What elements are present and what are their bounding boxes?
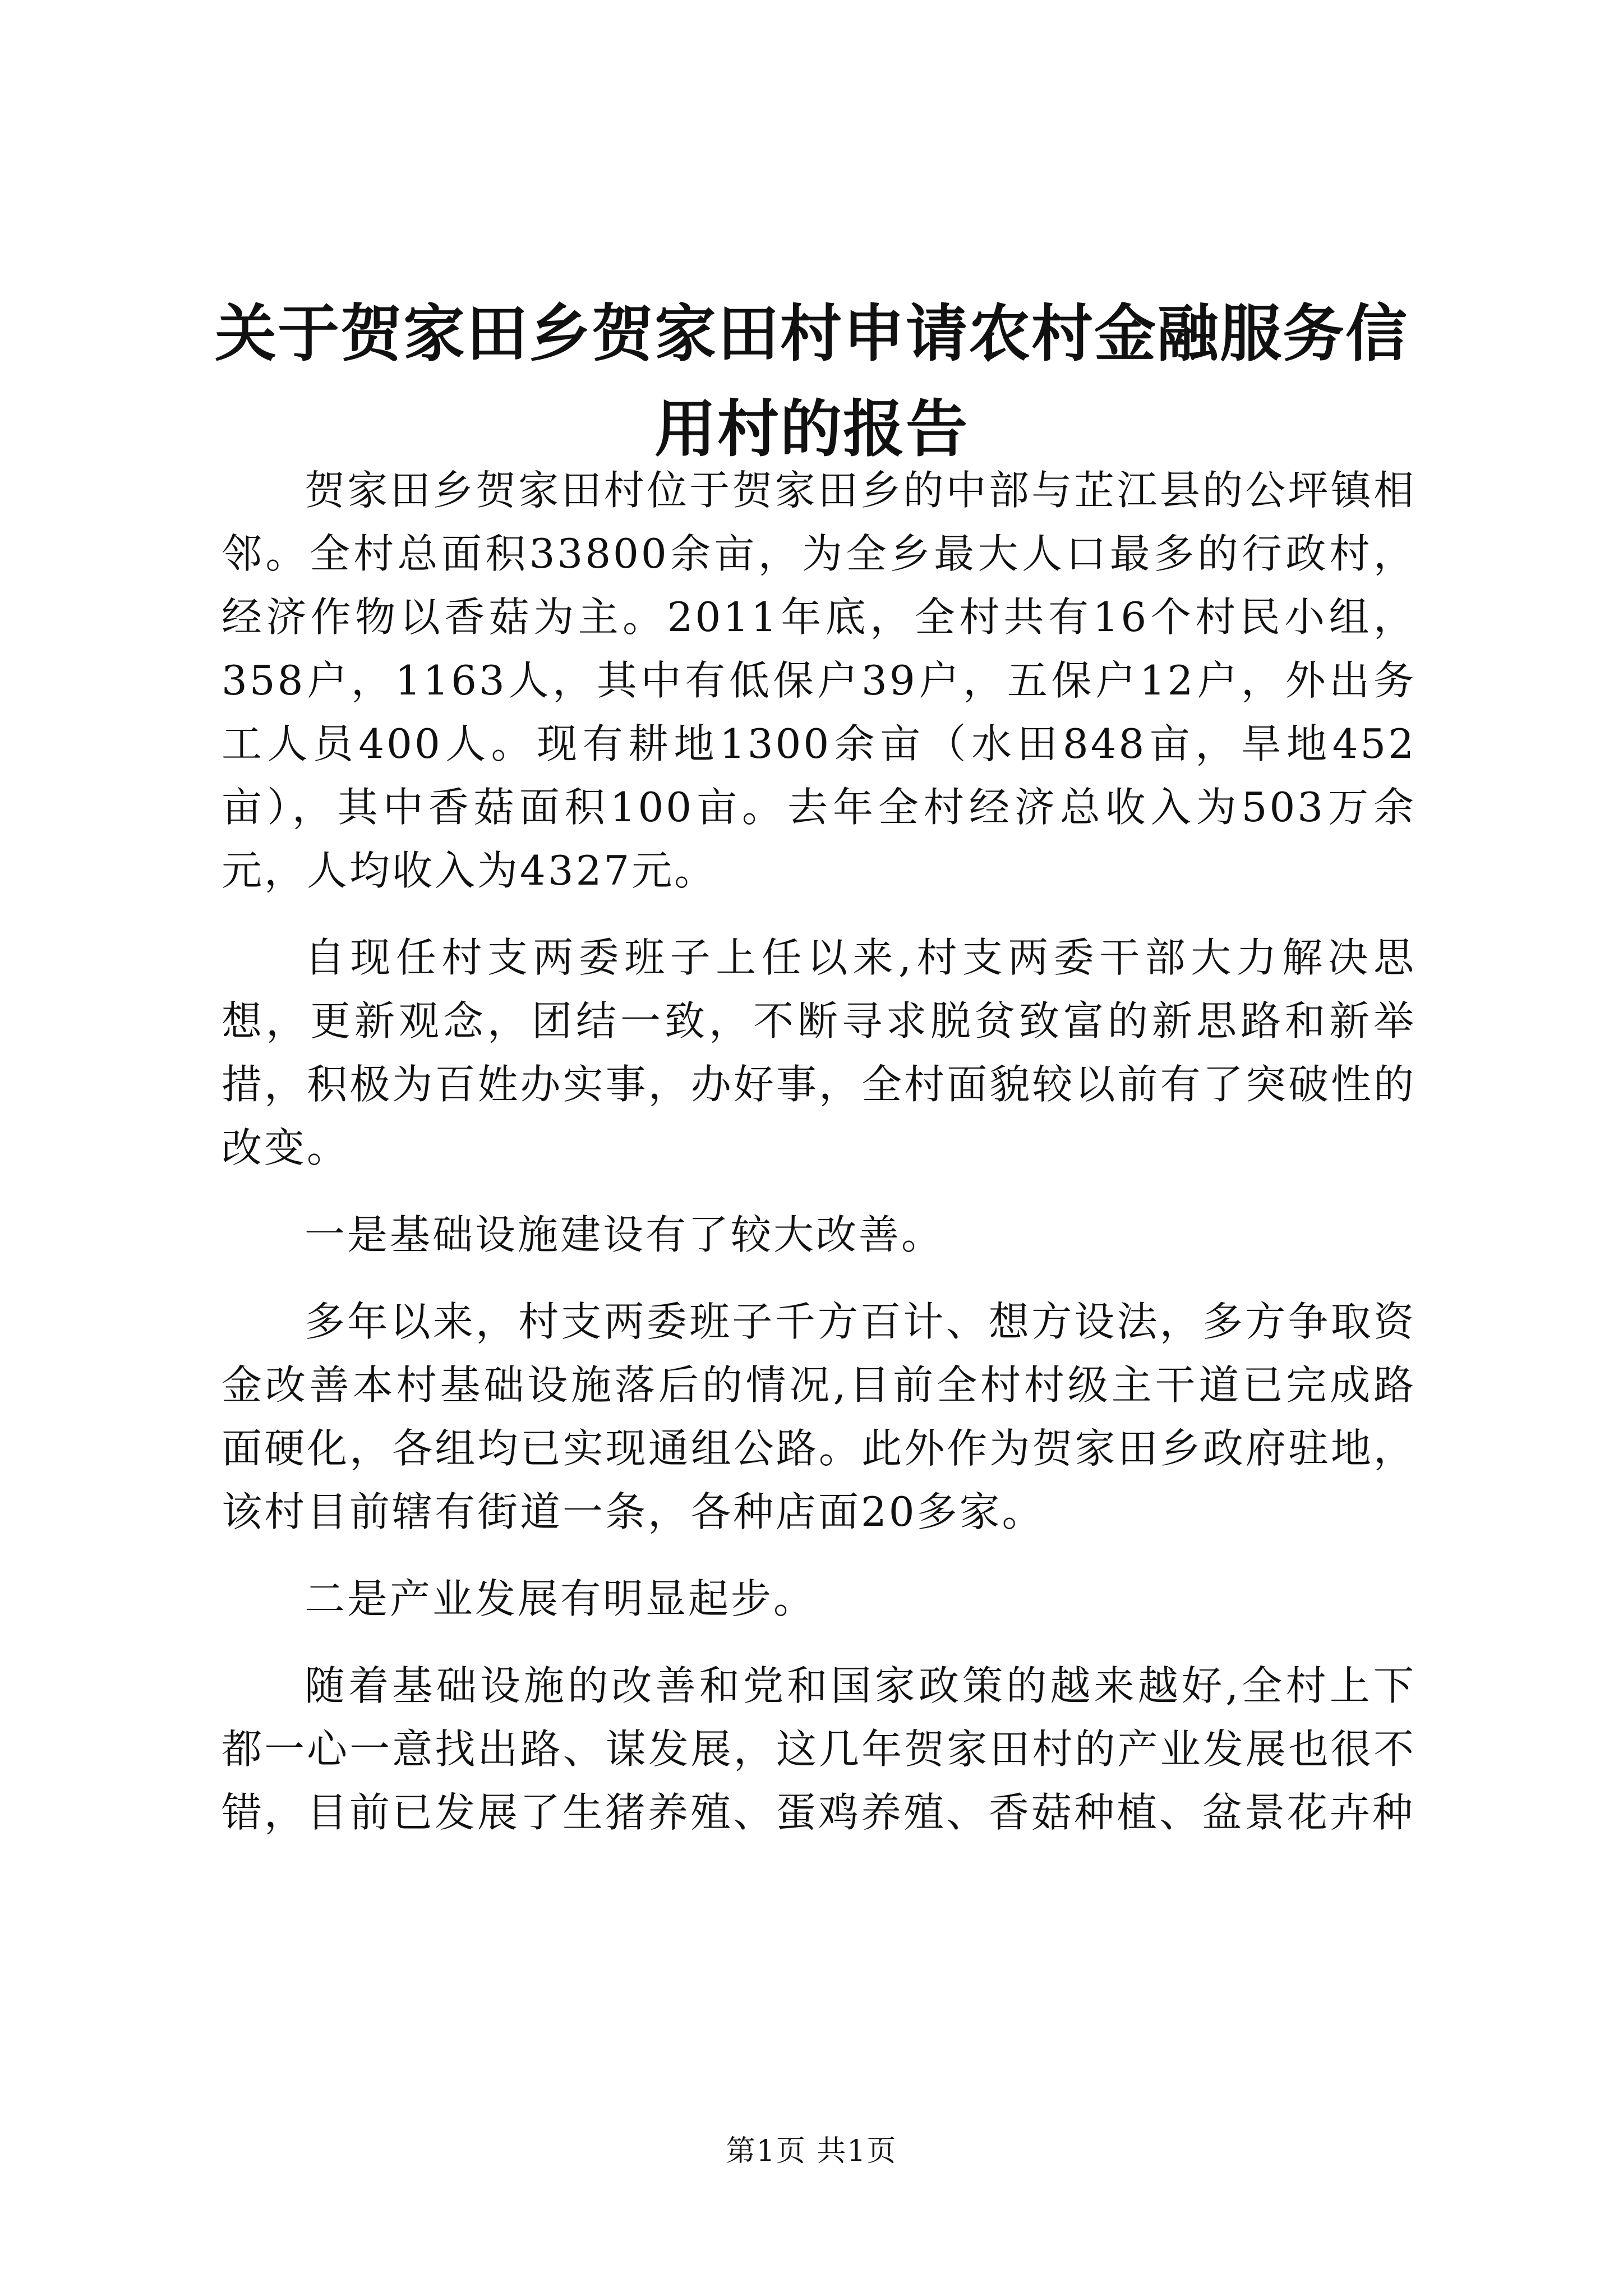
- paragraph: 随着基础设施的改善和党和国家政策的越来越好,全村上下都一心一意找出路、谋发展，这几年贺家田村的产业发展也很不错，目前已发展了生猪养殖、蛋鸡养殖、香菇种植、盆景花卉种: [222, 1662, 1416, 1836]
- section-heading: 二是产业发展有明显起步。: [305, 1575, 817, 1622]
- document-body: [222, 459, 1416, 1844]
- section-heading: 一是基础设施建设有了较大改善。: [305, 1211, 944, 1258]
- paragraph: 多年以来，村支两委班子千方百计、想方设法，多方争取资金改善本村基础设施落后的情况,目前全村村级主干道已完成路面硬化，各组均已实现通组公路。此外作为贺家田乡政府驻地，该村目前辖有街道一条，各种店面20多家。: [222, 1298, 1416, 1535]
- page-footer: 第1页 共1页: [726, 2134, 897, 2168]
- document-title: 关于贺家田乡贺家田村申请农村金融服务信用村的报告: [215, 297, 1408, 465]
- paragraph: 自现任村支两委班子上任以来,村支两委干部大力解决思想，更新观念，团结一致，不断寻求脱贫致富的新思路和新举措，积极为百姓办实事，办好事，全村面貌较以前有了突破性的改变。: [222, 934, 1416, 1171]
- paragraph: 贺家田乡贺家田村位于贺家田乡的中部与芷江县的公坪镇相邻。全村总面积33800余亩，为全乡最大人口最多的行政村，经济作物以香菇为主。2011年底，全村共有16个村民小组，358户，1163人，其中有低保户39户，五保户12户，外出务工人员400人。现有耕地1300余亩（水田848亩，旱地452亩），其中香菇面积100亩。去年全村经济总收入为503万余元，人均收入为4327元。: [222, 467, 1416, 894]
